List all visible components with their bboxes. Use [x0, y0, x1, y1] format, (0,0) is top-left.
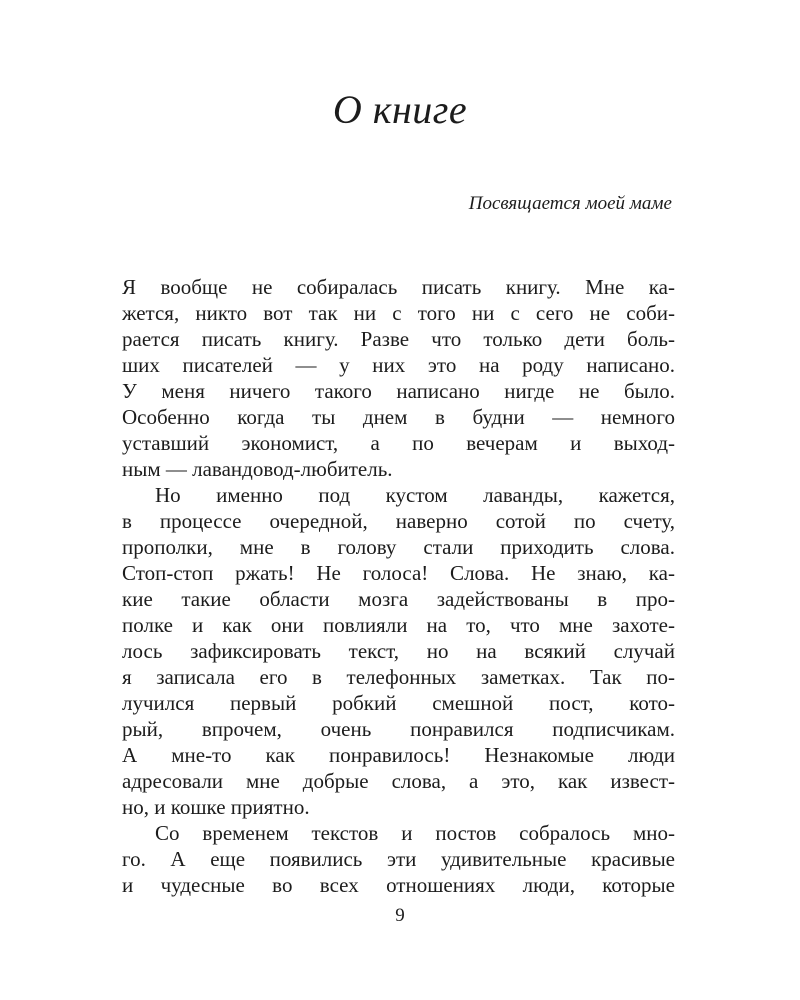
text-line: Со временем текстов и постов собралось мно- [155, 821, 675, 845]
text-line: го. А еще появились эти удивительные красивые [122, 847, 675, 871]
text-line: лось зафиксировать текст, но на всякий случай [122, 639, 675, 663]
dedication: Посвящается моей маме [468, 193, 672, 214]
paragraph-3 [122, 820, 675, 898]
text-line: адресовали мне добрые слова, а это, как извест- [122, 769, 675, 793]
text-line: я записала его в телефонных заметках. Так по- [122, 665, 675, 689]
text-line: кие такие области мозга задействованы в про- [122, 587, 675, 611]
text-line: прополки, мне в голову стали приходить слова. [122, 535, 675, 559]
text-line: и чудесные во всех отношениях люди, которые [122, 873, 675, 897]
chapter-title: О книге [332, 87, 468, 132]
paragraph-2 [122, 482, 675, 820]
text-line: Стоп-стоп ржать! Не голоса! Слова. Не знаю, ка- [122, 561, 675, 585]
text-line: рается писать книгу. Разве что только дети боль- [122, 327, 675, 351]
body-text [122, 274, 675, 898]
text-line: ших писателей — у них это на роду написано. [122, 353, 675, 377]
text-line: в процессе очередной, наверно сотой по счету, [122, 509, 675, 533]
text-line: У меня ничего такого написано нигде не было. [122, 379, 675, 403]
text-line: рый, впрочем, очень понравился подписчикам. [122, 717, 675, 741]
page-number: 9 [395, 905, 405, 926]
text-line: но, и кошке приятно. [122, 795, 310, 819]
text-line: А мне-то как понравилось! Незнакомые люди [122, 743, 675, 767]
text-line: Я вообще не собиралась писать книгу. Мне ка- [122, 275, 675, 299]
paragraph-1 [122, 274, 675, 482]
text-line: полке и как они повлияли на то, что мне захоте- [122, 613, 675, 637]
text-line: Особенно когда ты днем в будни — немного [122, 405, 675, 429]
text-line: ным — лавандовод-любитель. [122, 457, 393, 481]
text-line: лучился первый робкий смешной пост, кото- [122, 691, 675, 715]
text-line: жется, никто вот так ни с того ни с сего не соби- [122, 301, 675, 325]
text-line: уставший экономист, а по вечерам и выход- [122, 431, 675, 455]
text-line: Но именно под кустом лаванды, кажется, [155, 483, 675, 507]
